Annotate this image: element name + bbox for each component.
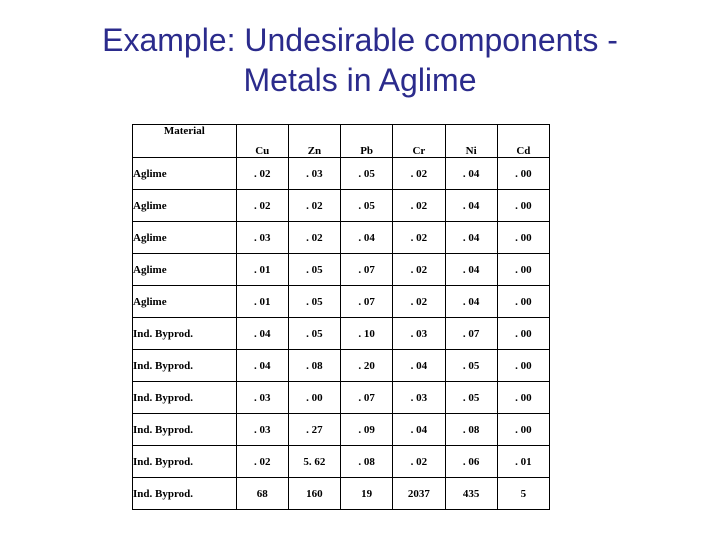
table-row [133,414,550,446]
metal-value-cell: . 04 [445,222,497,254]
table-row [133,382,550,414]
metal-column-header-label: Cu [255,145,270,157]
metal-column-header-label: Cr [412,145,426,157]
metal-value-cell: . 04 [445,190,497,222]
metal-value-cell: . 20 [341,350,393,382]
material-cell: Ind. Byprod. [133,382,237,414]
material-cell: Aglime [133,254,237,286]
metal-column-header-label: Cd [516,145,531,157]
metal-value-cell: . 02 [393,190,445,222]
metal-value-cell: . 00 [497,254,549,286]
slide-title-line-1: Example: Undesirable components - [102,22,618,58]
metal-value-cell: . 03 [236,382,288,414]
metals-table-body [133,158,550,510]
metal-value-cell: . 02 [288,190,340,222]
metal-value-cell: . 07 [341,286,393,318]
metal-value-cell: . 06 [445,446,497,478]
metal-value-cell: . 04 [445,158,497,190]
metal-value-cell: . 04 [236,318,288,350]
metal-column-header-label: Zn [307,145,322,157]
table-row [133,478,550,510]
metal-value-cell: . 07 [445,318,497,350]
metal-value-cell: . 02 [236,446,288,478]
material-cell: Ind. Byprod. [133,414,237,446]
metal-value-cell: . 03 [236,222,288,254]
material-cell: Aglime [133,222,237,254]
metal-column-header [288,125,340,158]
table-row [133,190,550,222]
metal-value-cell: . 03 [236,414,288,446]
metal-value-cell: . 00 [497,286,549,318]
material-cell: Aglime [133,190,237,222]
metal-value-cell: . 02 [393,254,445,286]
material-cell: Ind. Byprod. [133,446,237,478]
slide-title [0,20,720,100]
metal-value-cell: . 01 [236,286,288,318]
header-row [133,125,550,158]
metal-value-cell: . 07 [341,254,393,286]
metal-value-cell: . 02 [236,190,288,222]
material-cell: Aglime [133,158,237,190]
metal-value-cell: 160 [288,478,340,510]
metal-column-header [341,125,393,158]
metal-value-cell: 68 [236,478,288,510]
metal-value-cell: . 00 [497,222,549,254]
table-row [133,286,550,318]
metal-value-cell: . 00 [497,350,549,382]
metal-value-cell: . 03 [288,158,340,190]
metal-value-cell: . 00 [497,190,549,222]
metal-value-cell: . 04 [393,350,445,382]
metal-value-cell: . 04 [341,222,393,254]
metal-value-cell: . 05 [341,158,393,190]
metal-value-cell: . 01 [236,254,288,286]
metal-value-cell: . 10 [341,318,393,350]
material-cell: Aglime [133,286,237,318]
metal-value-cell: . 02 [393,446,445,478]
metal-value-cell: . 02 [393,286,445,318]
table-row [133,158,550,190]
metal-value-cell: . 08 [288,350,340,382]
metal-value-cell: . 05 [445,382,497,414]
metal-value-cell: . 02 [393,158,445,190]
metal-column-header-label: Pb [360,145,374,157]
metal-value-cell: . 02 [393,222,445,254]
metal-value-cell: 2037 [393,478,445,510]
metal-value-cell: . 01 [497,446,549,478]
metal-value-cell: . 08 [341,446,393,478]
metal-value-cell: . 00 [497,318,549,350]
table-row [133,222,550,254]
metal-value-cell: . 05 [341,190,393,222]
metal-value-cell: . 05 [288,286,340,318]
metal-column-header [497,125,549,158]
metal-value-cell: . 05 [445,350,497,382]
metal-column-header [445,125,497,158]
metal-value-cell: . 00 [497,158,549,190]
slide-title-line-2: Metals in Aglime [243,62,477,98]
metals-table [132,124,550,510]
metal-value-cell: . 00 [497,414,549,446]
metal-value-cell: 5 [497,478,549,510]
table-row [133,318,550,350]
table-row [133,350,550,382]
metal-value-cell: . 08 [445,414,497,446]
metal-column-header [393,125,445,158]
metal-column-header-label: Ni [465,145,477,157]
metal-column-header [236,125,288,158]
table-row [133,254,550,286]
metal-value-cell: . 02 [236,158,288,190]
metal-value-cell: . 00 [288,382,340,414]
metal-value-cell: . 09 [341,414,393,446]
material-cell: Ind. Byprod. [133,478,237,510]
material-cell: Ind. Byprod. [133,318,237,350]
table-row [133,446,550,478]
metal-value-cell: . 02 [288,222,340,254]
metal-value-cell: . 05 [288,318,340,350]
metal-value-cell: 5. 62 [288,446,340,478]
metal-value-cell: . 04 [393,414,445,446]
metal-value-cell: . 00 [497,382,549,414]
metals-table-header [133,125,550,158]
metal-value-cell: . 07 [341,382,393,414]
metal-value-cell: 19 [341,478,393,510]
metal-value-cell: . 03 [393,382,445,414]
metal-value-cell: 435 [445,478,497,510]
metal-value-cell: . 04 [445,254,497,286]
metal-value-cell: . 27 [288,414,340,446]
metal-value-cell: . 03 [393,318,445,350]
material-cell: Ind. Byprod. [133,350,237,382]
metal-value-cell: . 04 [445,286,497,318]
metal-value-cell: . 04 [236,350,288,382]
material-column-header: Material [133,125,237,158]
metal-value-cell: . 05 [288,254,340,286]
